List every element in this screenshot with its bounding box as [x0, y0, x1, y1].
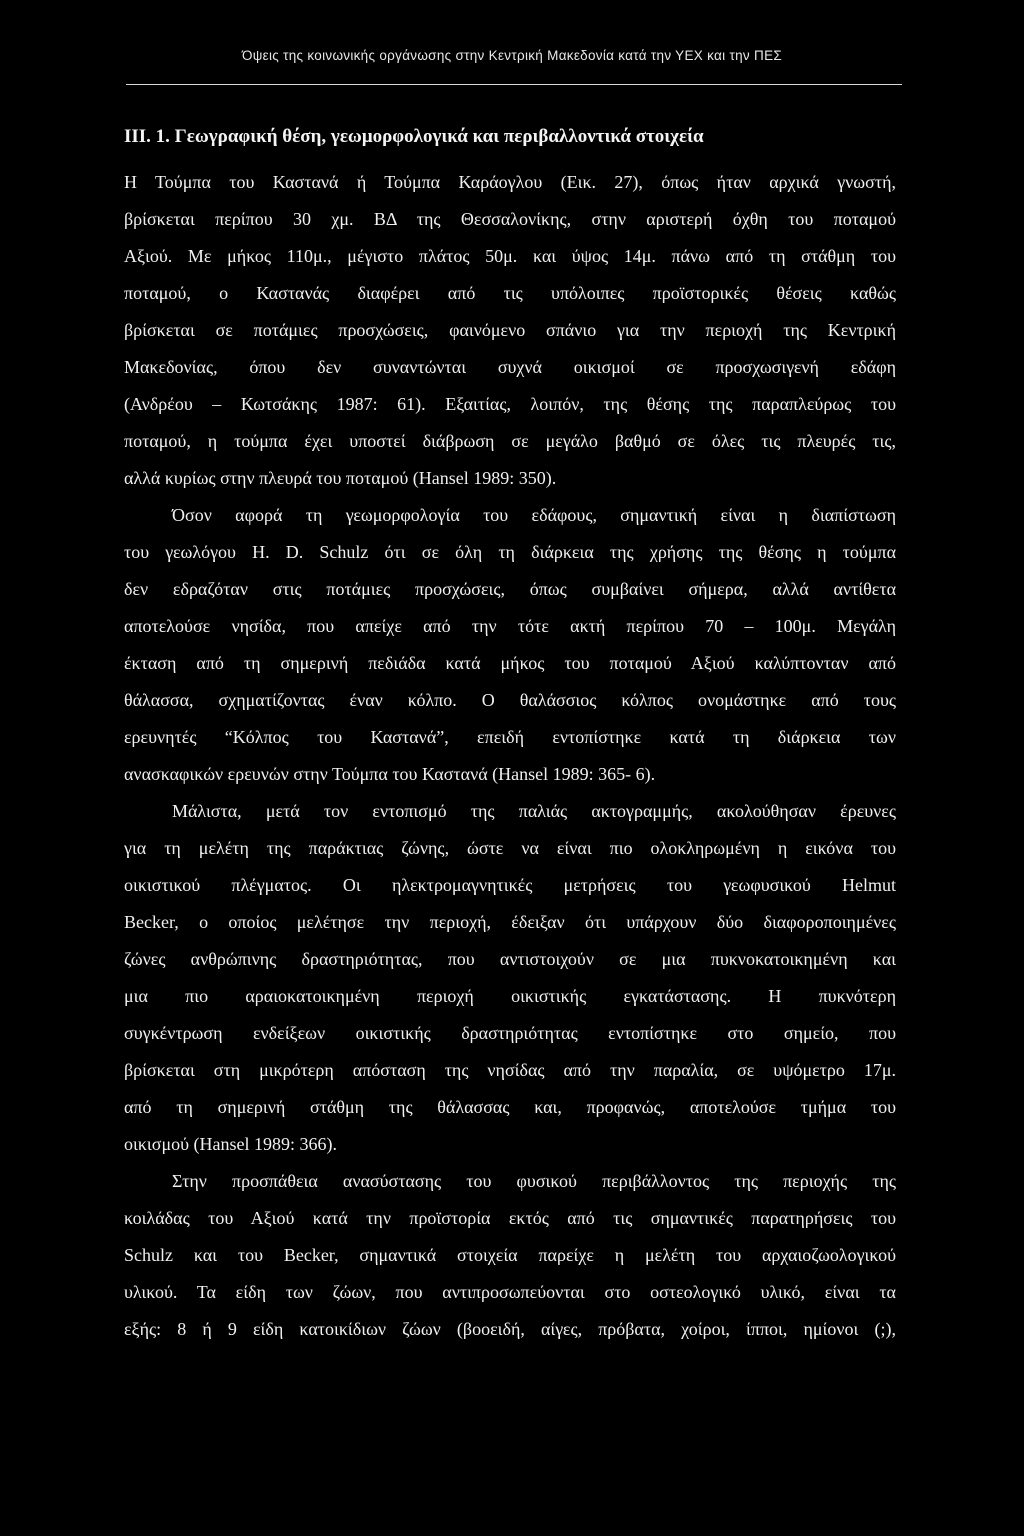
- paragraph: [124, 164, 896, 497]
- paragraph-line: αποτελούσε νησίδα, που απείχε από την τότε ακτή περίπου 70 – 100μ. Μεγάλη: [124, 616, 896, 636]
- paragraph-line: ανασκαφικών ερευνών στην Τούμπα του Καστανά (Hansel 1989: 365- 6).: [124, 764, 656, 784]
- running-head: Όψεις της κοινωνικής οργάνωσης στην Κεντρική Μακεδονία κατά την ΥΕΧ και την ΠΕΣ: [241, 48, 783, 63]
- paragraph-line: θάλασσα, σχηματίζοντας έναν κόλπο. Ο θαλάσσιος κόλπος ονομάστηκε από τους: [124, 690, 896, 710]
- paragraph-line: του γεωλόγου H. D. Schulz ότι σε όλη τη διάρκεια της χρήσης της θέσης η τούμπα: [124, 542, 896, 562]
- section-heading: ΙΙΙ. 1. Γεωγραφική θέση, γεωμορφολογικά και περιβαλλοντικά στοιχεία: [124, 126, 704, 147]
- paragraph-line: Μακεδονίας, όπου δεν συναντώνται συχνά οικισμοί σε προσχωσιγενή εδάφη: [124, 357, 896, 377]
- paragraph-line: βρίσκεται περίπου 30 χμ. ΒΔ της Θεσσαλονίκης, στην αριστερή όχθη του ποταμού: [124, 209, 896, 229]
- paragraph-line: Schulz και του Becker, σημαντικά στοιχεία παρείχε η μελέτη του αρχαιοζωολογικού: [124, 1245, 896, 1265]
- paragraph-line: από τη σημερινή στάθμη της θάλασσας και, προφανώς, αποτελούσε τμήμα του: [124, 1097, 896, 1117]
- paragraph-line: Στην προσπάθεια ανασύστασης του φυσικού περιβάλλοντος της περιοχής της: [172, 1171, 896, 1191]
- paragraph-line: συγκέντρωση ενδείξεων οικιστικής δραστηριότητας εντοπίστηκε στο σημείο, που: [124, 1023, 896, 1043]
- paragraph-line: κοιλάδας του Αξιού κατά την προϊστορία εκτός από τις σημαντικές παρατηρήσεις του: [124, 1208, 896, 1228]
- paragraph-line: ερευνητές “Κόλπος του Καστανά”, επειδή εντοπίστηκε κατά τη διάρκεια των: [124, 727, 896, 747]
- paragraph-line: οικιστικού πλέγματος. Οι ηλεκτρομαγνητικές μετρήσεις του γεωφυσικού Helmut: [124, 875, 896, 895]
- paragraph-line: Αξιού. Με μήκος 110μ., μέγιστο πλάτος 50μ. και ύψος 14μ. πάνω από τη στάθμη του: [124, 246, 896, 266]
- paragraph-line: Όσον αφορά τη γεωμορφολογία του εδάφους, σημαντική είναι η διαπίστωση: [172, 505, 896, 525]
- paragraph-line: ποταμού, ο Καστανάς διαφέρει από τις υπόλοιπες προϊστορικές θέσεις καθώς: [124, 283, 896, 303]
- paragraph-line: έκταση από τη σημερινή πεδιάδα κατά μήκος του ποταμού Αξιού καλύπτονταν από: [124, 653, 896, 673]
- paragraph-line: βρίσκεται σε ποτάμιες προσχώσεις, φαινόμενο σπάνιο για την περιοχή της Κεντρική: [124, 320, 896, 340]
- paragraph-line: (Ανδρέου – Κωτσάκης 1987: 61). Εξαιτίας, λοιπόν, της θέσης της παραπλεύρως του: [124, 394, 896, 414]
- paragraph-line: Becker, ο οποίος μελέτησε την περιοχή, έδειξαν ότι υπάρχουν δύο διαφοροποιημένες: [124, 912, 896, 932]
- paragraph-line: αλλά κυρίως στην πλευρά του ποταμού (Hansel 1989: 350).: [124, 468, 557, 488]
- paragraph-line: Η Τούμπα του Καστανά ή Τούμπα Καράογλου (Εικ. 27), όπως ήταν αρχικά γνωστή,: [124, 172, 896, 192]
- paragraph: [124, 1163, 896, 1348]
- paragraph-line: εξής: 8 ή 9 είδη κατοικίδιων ζώων (βοοειδή, αίγες, πρόβατα, χοίροι, ίπποι, ημίονοι (;),: [124, 1319, 896, 1339]
- paragraph-line: ζώνες ανθρώπινης δραστηριότητας, που αντιστοιχούν σε μια πυκνοκατοικημένη και: [124, 949, 896, 969]
- paragraph-line: δεν εδραζόταν στις ποτάμιες προσχώσεις, όπως συμβαίνει σήμερα, αλλά αντίθετα: [124, 579, 896, 599]
- paragraph-line: υλικού. Τα είδη των ζώων, που αντιπροσωπεύονται στο οστεολογικό υλικό, είναι τα: [124, 1282, 896, 1302]
- paragraph: [124, 497, 896, 793]
- paragraph: [124, 793, 896, 1163]
- paragraph-line: οικισμού (Hansel 1989: 366).: [124, 1134, 337, 1154]
- paragraph-line: Μάλιστα, μετά τον εντοπισμό της παλιάς ακτογραμμής, ακολούθησαν έρευνες: [172, 801, 896, 821]
- running-head-rule: [126, 84, 902, 85]
- paragraph-line: ποταμού, η τούμπα έχει υποστεί διάβρωση σε μεγάλο βαθμό σε όλες τις πλευρές τις,: [124, 431, 896, 451]
- paragraph-line: για τη μελέτη της παράκτιας ζώνης, ώστε να είναι πιο ολοκληρωμένη η εικόνα του: [124, 838, 896, 858]
- body-text: [124, 164, 896, 1348]
- paragraph-line: βρίσκεται στη μικρότερη απόσταση της νησίδας από την παραλία, σε υψόμετρο 17μ.: [124, 1060, 896, 1080]
- paragraph-line: μια πιο αραιοκατοικημένη περιοχή οικιστικής εγκατάστασης. Η πυκνότερη: [124, 986, 896, 1006]
